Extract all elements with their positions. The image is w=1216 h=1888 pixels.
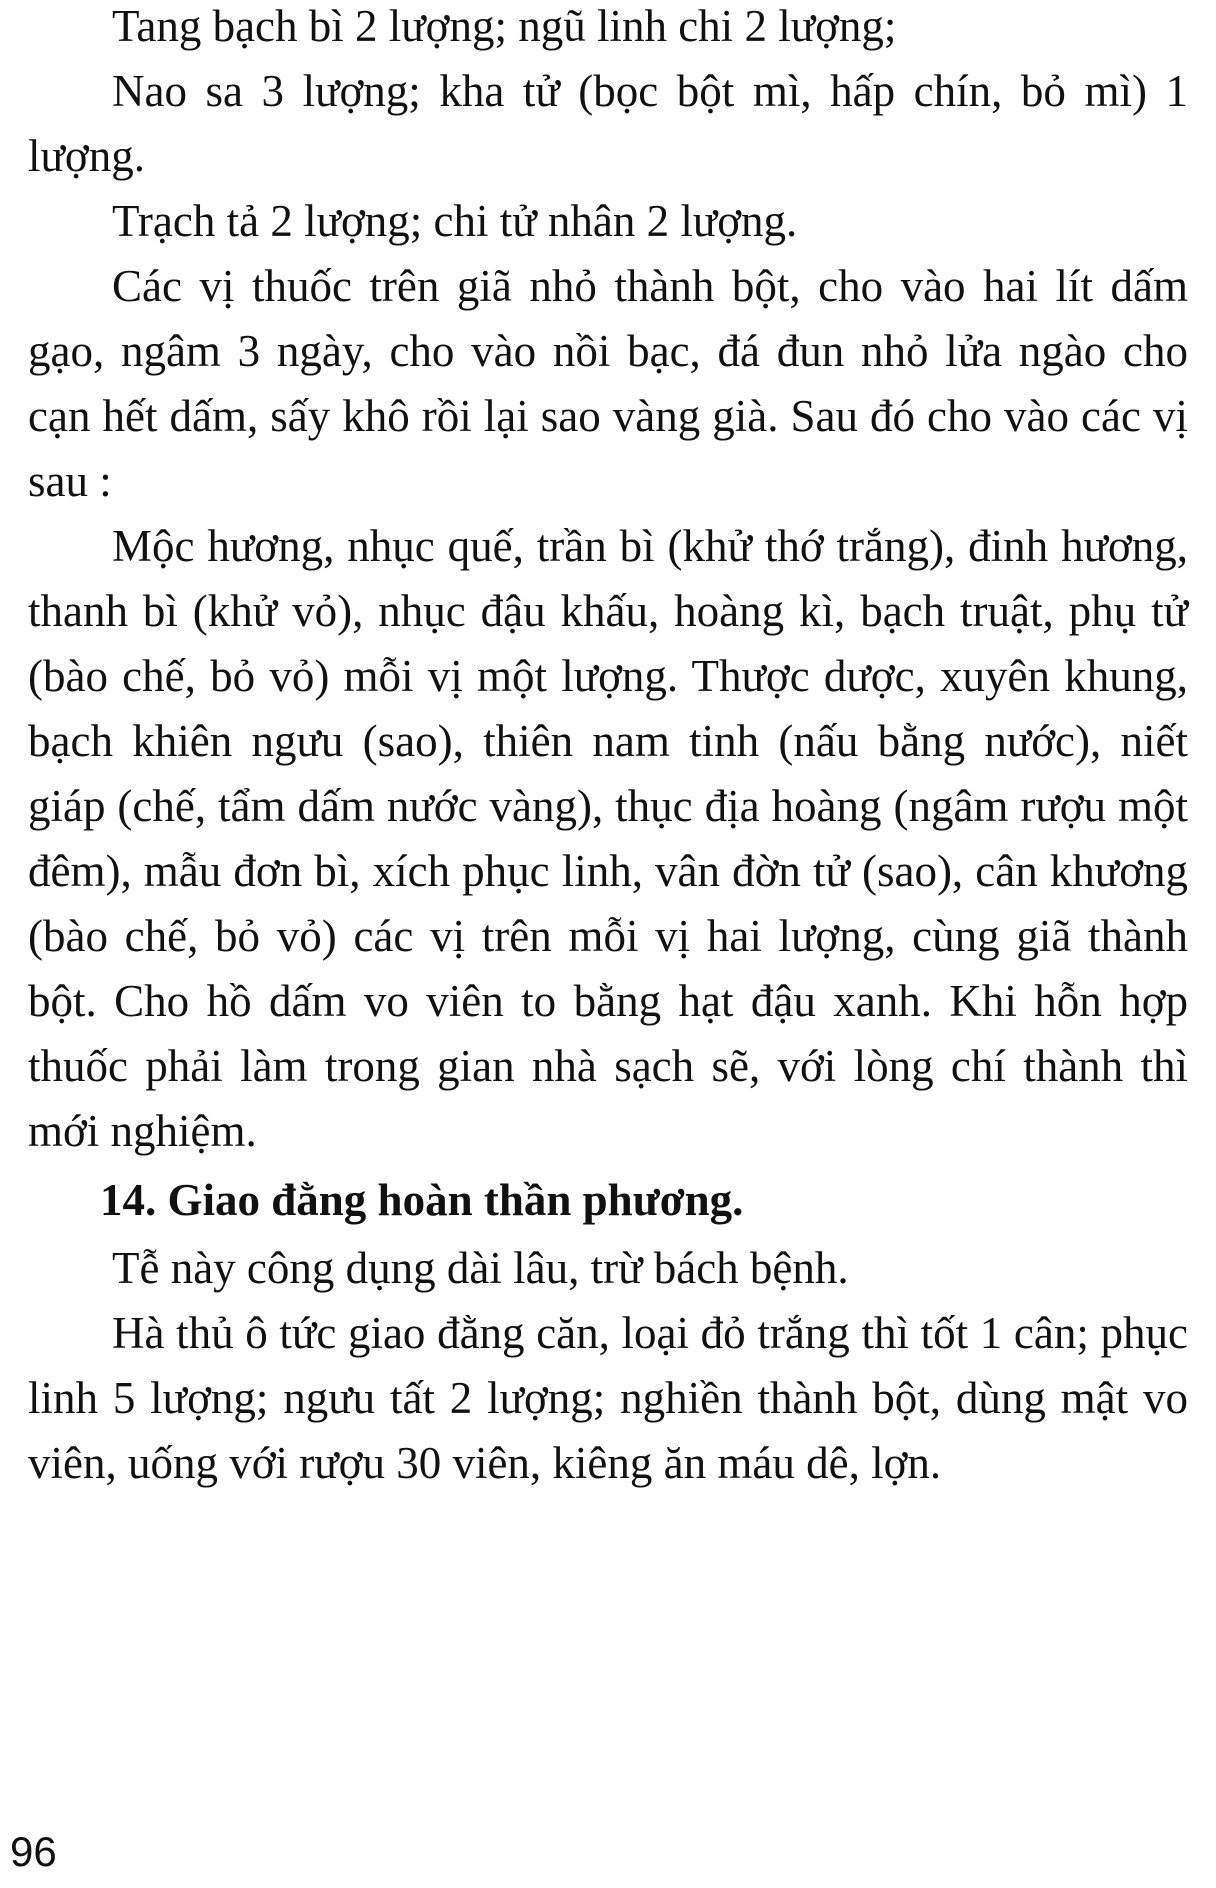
paragraph-usage: Tễ này công dụng dài lâu, trừ bách bệnh. bbox=[112, 1243, 849, 1293]
paragraph-preparation: Các vị thuốc trên giã nhỏ thành bột, cho vào hai lít dấm gạo, ngâm 3 ngày, cho vào nồi bạc, đá đun nhỏ lửa ngào cho cạn hết dấm, sấy khô rồi lại sao vàng già. Sau đó cho vào các vị sau : bbox=[28, 261, 1188, 506]
paragraph-ingredients-2: Nao sa 3 lượng; kha tử (bọc bột mì, hấp chín, bỏ mì) 1 lượng. bbox=[28, 66, 1188, 181]
paragraph-ingredients-3: Trạch tả 2 lượng; chi tử nhân 2 lượng. bbox=[112, 196, 798, 246]
section-heading: 14. Giao đằng hoàn thần phương. bbox=[100, 1175, 744, 1225]
paragraph-additional-herbs: Mộc hương, nhục quế, trần bì (khử thớ trắng), đinh hương, thanh bì (khử vỏ), nhục đậu khấu, hoàng kì, bạch truật, phụ tử (bào chế, bỏ vỏ) mỗi vị một lượng. Thược dược, xuyên khung, bạch khiên ngưu (sao), thiên nam tinh (nấu bằng nước), niết giáp (chế, tẩm dấm nước vàng), thục địa hoàng (ngâm rượu một đêm), mẫu đơn bì, xích phục linh, vân đờn tử (sao), cân khương (bào chế, bỏ vỏ) các vị trên mỗi vị hai lượng, cùng giã thành bột. Cho hồ dấm vo viên to bằng hạt đậu xanh. Khi hỗn hợp thuốc phải làm trong gian nhà sạch sẽ, với lòng chí thành thì mới nghiệm. bbox=[28, 521, 1188, 1156]
paragraph-ingredients-1: Tang bạch bì 2 lượng; ngũ linh chi 2 lượng; bbox=[112, 1, 897, 51]
book-page bbox=[28, 0, 1188, 1888]
page-number: 96 bbox=[10, 1828, 57, 1875]
paragraph-recipe: Hà thủ ô tức giao đằng căn, loại đỏ trắng thì tốt 1 cân; phục linh 5 lượng; ngưu tất 2 lượng; nghiền thành bột, dùng mật vo viên, uống với rượu 30 viên, kiêng ăn máu dê, lợn. bbox=[28, 1308, 1188, 1488]
